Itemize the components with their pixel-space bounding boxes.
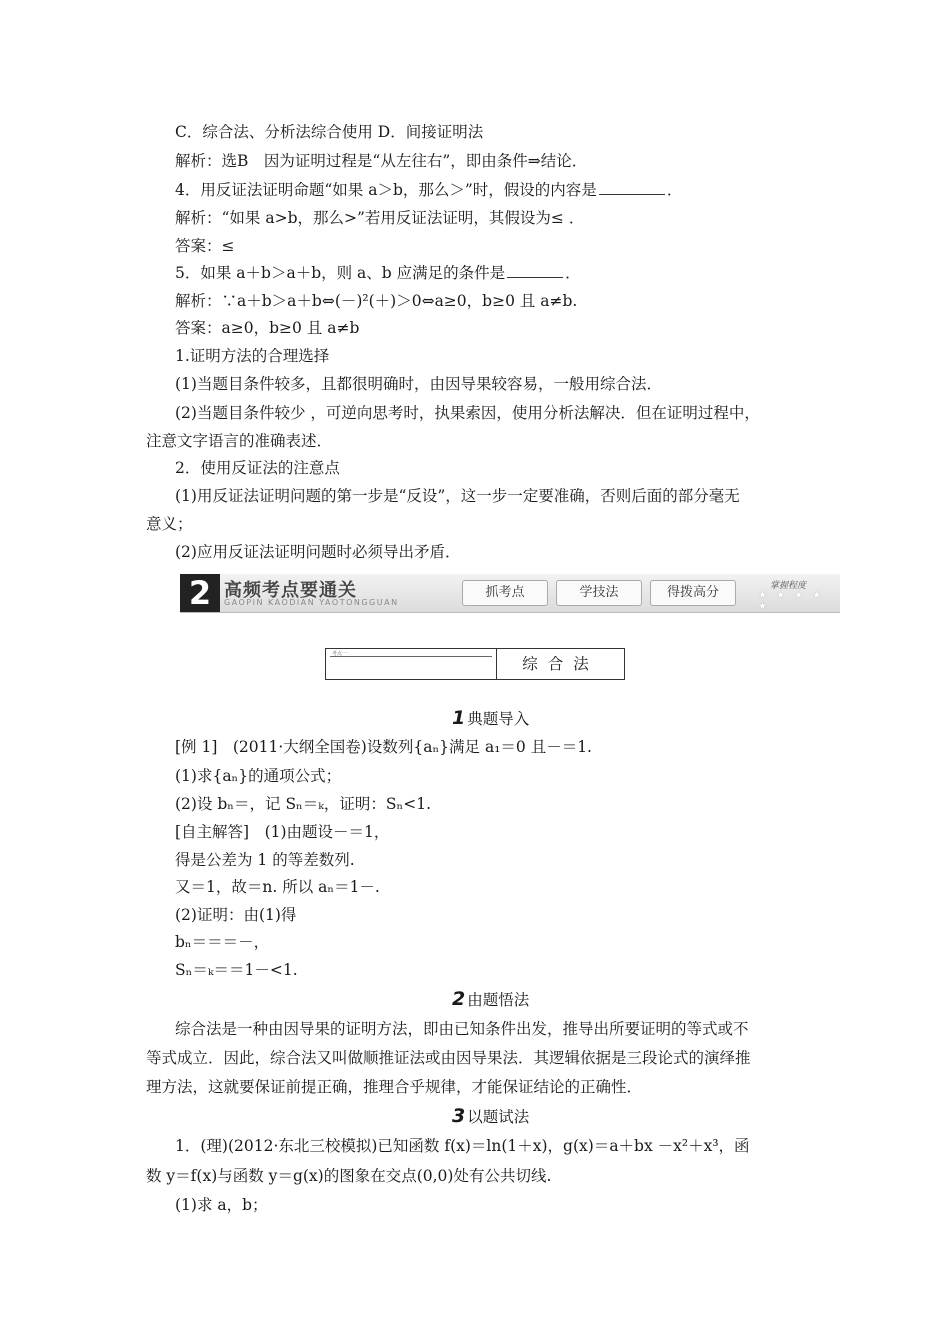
solution-line: 又＝1，故＝n. 所以 aₙ＝1－. (175, 878, 380, 896)
answer-4: 答案：≤ (175, 237, 235, 255)
solution-line: Sₙ＝ₖ＝＝1－<1. (175, 961, 298, 979)
point-1-heading: 1.证明方法的合理选择 (175, 347, 330, 365)
practice-1: 1．(理)(2012·东北三校模拟)已知函数 f(x)＝ln(1＋x)，g(x)＝a＋bx －x²＋x³，函 (175, 1137, 750, 1155)
high-score-button[interactable]: 得拨高分 (650, 580, 736, 606)
point-1-1: (1)当题目条件较多，且都很明确时，由因导果较容易，一般用综合法． (175, 375, 662, 393)
answer-blank (507, 263, 563, 278)
analysis-4: 解析：“如果 a>b，那么>”若用反证法证明，其假设为≤ ． (175, 209, 585, 227)
point-1-2-cont: 注意文字语言的准确表述． (146, 432, 333, 450)
point-2-2: (2)应用反证法证明问题时必须导出矛盾． (175, 543, 461, 561)
section-banner (180, 574, 840, 613)
section-title-box (325, 648, 625, 680)
point-2-1: (1)用反证法证明问题的第一步是“反设”，这一步一定要准确，否则后面的部分毫无 (175, 487, 740, 505)
solution-line: (2)证明：由(1)得 (175, 906, 297, 924)
method-paragraph-cont: 等式成立．因此，综合法又叫做顺推证法或由因导果法．其逻辑依据是三段论式的演绎推 (146, 1049, 751, 1067)
subheading-method-insight: 2 由题悟法 (452, 988, 530, 1010)
subheading-practice: 3 以题试法 (452, 1105, 530, 1127)
section-tiny-label: 考点一 (332, 651, 348, 657)
banner-title: 高频考点要通关 (224, 580, 357, 601)
learn-methods-button[interactable]: 学技法 (556, 580, 642, 606)
point-2-1-cont: 意义； (146, 515, 193, 533)
subheading-typical-example: 1 典题导入 (452, 707, 530, 729)
analysis-5: 解析：∵a＋b＞a＋b⇔(－)²(＋)＞0⇔a≥0，b≥0 且 a≠b. (175, 292, 578, 310)
section-title: 综合法 (522, 655, 599, 673)
mastery-label: 掌握程度 (770, 581, 807, 591)
grasp-points-button[interactable]: 抓考点 (462, 580, 548, 606)
solution-start: [自主解答] (1)由题设－＝1， (175, 823, 390, 841)
solution-line: bₙ＝＝＝－， (175, 933, 270, 951)
subheading-number: 3 (452, 1105, 466, 1127)
mastery-stars-icon: ★ ★ ★ ★ ★ (758, 590, 825, 612)
example-1: [例 1] (2011·大纲全国卷)设数列{aₙ}满足 a₁＝0 且－＝1. (175, 738, 592, 756)
method-paragraph: 综合法是一种由因导果的证明方法，即由已知条件出发，推导出所要证明的等式或不 (175, 1020, 749, 1038)
question-4: 4．用反证法证明命题“如果 a＞b，那么＞”时，假设的内容是 ． (175, 181, 683, 199)
banner-number: 2 (180, 574, 220, 612)
section-rule (330, 656, 492, 657)
point-2-heading: 2．使用反证法的注意点 (175, 459, 340, 477)
point-1-2: (2)当题目条件较少 ，可逆向思考时，执果索因，使用分析法解决．但在证明过程中， (175, 404, 760, 422)
option-c-d: C．综合法、分析法综合使用 D．间接证明法 (175, 123, 484, 141)
answer-5: 答案：a≥0，b≥0 且 a≠b (175, 319, 360, 337)
section-label-cell (326, 649, 497, 679)
banner-subtitle: GAOPIN KAODIAN YAOTONGGUAN (224, 598, 399, 607)
question-5: 5．如果 a＋b＞a＋b，则 a、b 应满足的条件是 ． (175, 264, 581, 282)
subheading-number: 1 (452, 707, 466, 729)
subheading-number: 2 (452, 988, 466, 1010)
example-1-part-1: (1)求{aₙ}的通项公式； (175, 767, 342, 785)
practice-1-cont: 数 y＝f(x)与函数 y＝g(x)的图象在交点(0,0)处有公共切线. (146, 1167, 552, 1185)
solution-line: 得是公差为 1 的等差数列. (175, 851, 355, 869)
analysis-line: 解析：选B 因为证明过程是“从左往右”，即由条件⇒结论． (175, 152, 588, 170)
answer-blank (599, 180, 665, 195)
practice-1-part-1: (1)求 a，b； (175, 1196, 268, 1214)
method-paragraph-cont: 理方法，这就要保证前提正确，推理合乎规律，才能保证结论的正确性． (146, 1078, 643, 1096)
example-1-part-2: (2)设 bₙ＝，记 Sₙ＝ₖ，证明：Sₙ<1. (175, 795, 432, 813)
